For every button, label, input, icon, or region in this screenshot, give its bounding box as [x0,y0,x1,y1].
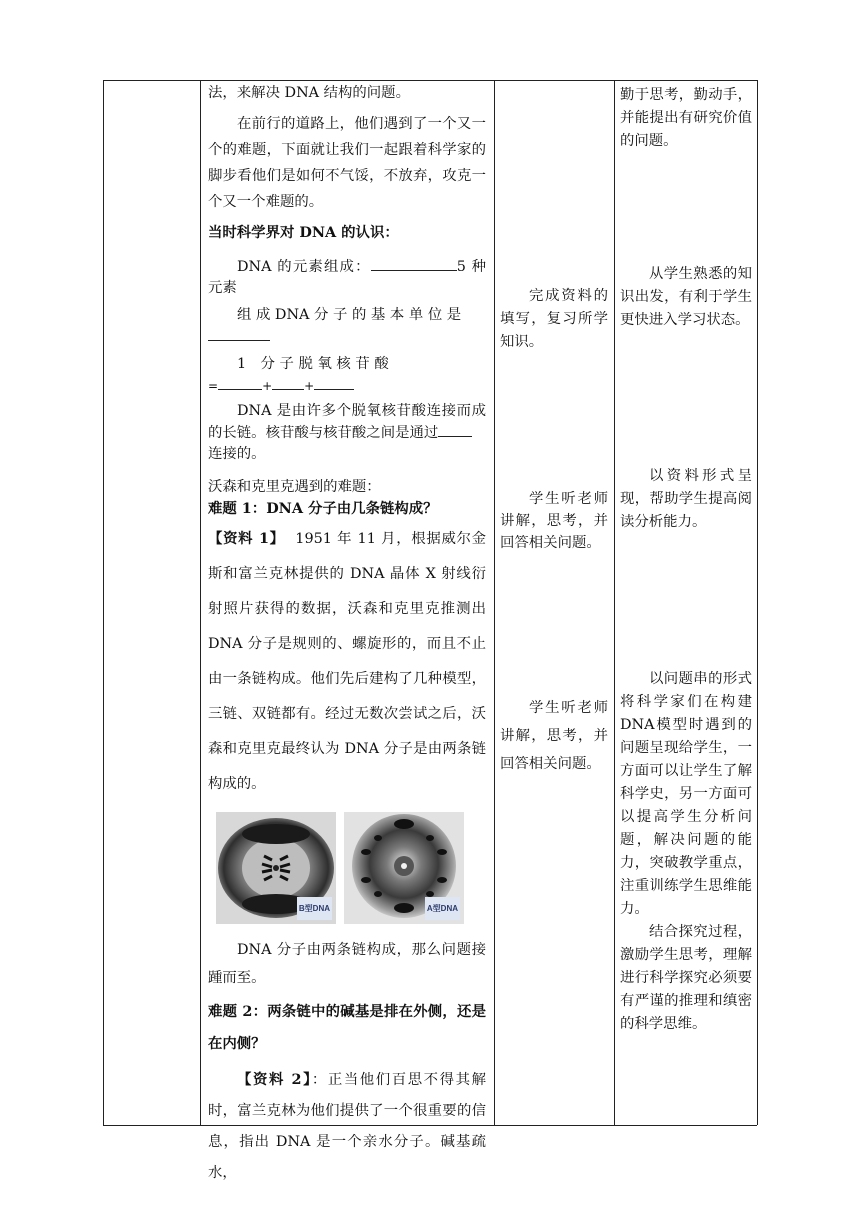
table-divider-3 [614,80,615,1125]
student-activity-1 [500,285,608,354]
table-border-right [757,80,758,1125]
design-intent-2 [620,465,752,534]
equation-equals: = [208,379,219,393]
material-1-label: 【资料 1】 [208,530,285,547]
student-activity-3-text: 学生听老师讲解，思考，并回答相关问题。 [500,700,608,772]
q1-text: DNA 的元素组成： [237,259,371,275]
answer-blank [208,326,270,341]
student-activity-2 [500,488,608,554]
design-intent-0-text: 勤于思考，勤动手，并能提出有研究价值的问题。 [620,87,752,149]
intro-line: 法，来解决 DNA 结构的问题。 [208,85,410,101]
followup-paragraph: DNA 分子由两条链构成，那么问题接踵而至。 [208,942,486,986]
design-intent-0 [620,84,752,153]
problem-1-heading: 难题 1：DNA 分子由几条链构成？ [208,500,438,517]
a-dna-xray-image [344,812,464,924]
answer-blank [314,375,354,390]
b-dna-xray-image [216,812,336,924]
answer-blank [371,256,457,271]
student-activity-2-text: 学生听老师讲解，思考，并回答相关问题。 [500,491,608,551]
answer-blank [218,375,262,390]
basic-unit-question: 组 成 DNA 分 子 的 基 本 单 位 是 [237,307,462,323]
answer-blank [438,422,472,437]
design-intent-1 [620,263,752,332]
design-intent-3 [620,668,752,1036]
q4-suffix: 连接的。 [208,446,266,462]
a-dna-label: A型DNA [425,897,460,920]
nucleotide-equation [208,375,486,397]
basic-unit-blank [208,326,486,348]
table-border-left [103,80,104,1125]
teaching-content-cell [208,82,486,1189]
material-2-paragraph [208,1064,486,1189]
equation-plus: + [304,379,315,393]
xray-image-row [216,812,486,924]
q4-text: DNA 是由许多个脱氧核苷酸连接而成的长链。核苷酸与核苷酸之间是通过 [208,403,486,441]
knowledge-heading: 当时科学界对 DNA 的认识： [208,224,399,241]
intro-paragraph: 在前行的道路上，他们遇到了一个又一个的难题，下面就让我们一起跟着科学家的脚步看他们是如何不气馁，不放弃，攻克一个又一个难题的。 [208,116,486,210]
equation-plus: + [262,379,273,393]
material-1-text: 1951 年 11 月，根据威尔金斯和富兰克林提供的 DNA 晶体 X 射线衍射照片获得的数据，沃森和克里克推测出 DNA 分子是规则的、螺旋形的，而且不止由一条链构成。他们先后建构了几种模型，三链、双链都有。经过无数次尝试之后，沃森和克里克最终认为 DNA 分子是由两条链构成的。 [208,531,486,792]
design-intent-4-text: 结合探究过程，激励学生思考，理解进行科学探究必须要有严谨的推理和缜密的科学思维。 [620,924,752,1032]
answer-blank [272,375,304,390]
nucleotide-question: 1 分 子 脱 氧 核 苷 酸 [237,356,389,372]
table-border-top [103,80,757,81]
q1-suffix: 5 种元素 [208,259,486,296]
table-divider-1 [200,80,201,1125]
material-2-text: ：正当他们百思不得其解时，富兰克林为他们提供了一个很重要的信息，指出 DNA 是一个亲水分子。碱基疏水， [208,1072,486,1181]
design-intent-1-text: 从学生熟悉的知识出发，有利于学生更快进入学习状态。 [620,266,752,328]
material-1-paragraph [208,521,486,802]
student-activity-1-text: 完成资料的填写，复习所学知识。 [500,288,608,350]
element-composition-question [208,256,486,299]
design-intent-3-text: 以问题串的形式将科学家们在构建DNA模型时遇到的问题呈现给学生，一方面可以让学生了解科学史，另一方面可以提高学生分析问题，解决问题的能力，突破教学重点，注重训练学生思维能力。 [620,671,752,917]
b-dna-label: B型DNA [297,897,332,920]
table-divider-2 [494,80,495,1125]
material-2-label: 【资料 2】 [237,1071,312,1088]
design-intent-2-text: 以资料形式呈现，帮助学生提高阅读分析能力。 [620,468,752,530]
problem-2-heading: 难题 2：两条链中的碱基是排在外侧，还是在内侧？ [208,1003,486,1052]
student-activity-3 [500,694,608,778]
problems-intro: 沃森和克里克遇到的难题： [208,479,381,495]
chain-question [208,401,486,465]
